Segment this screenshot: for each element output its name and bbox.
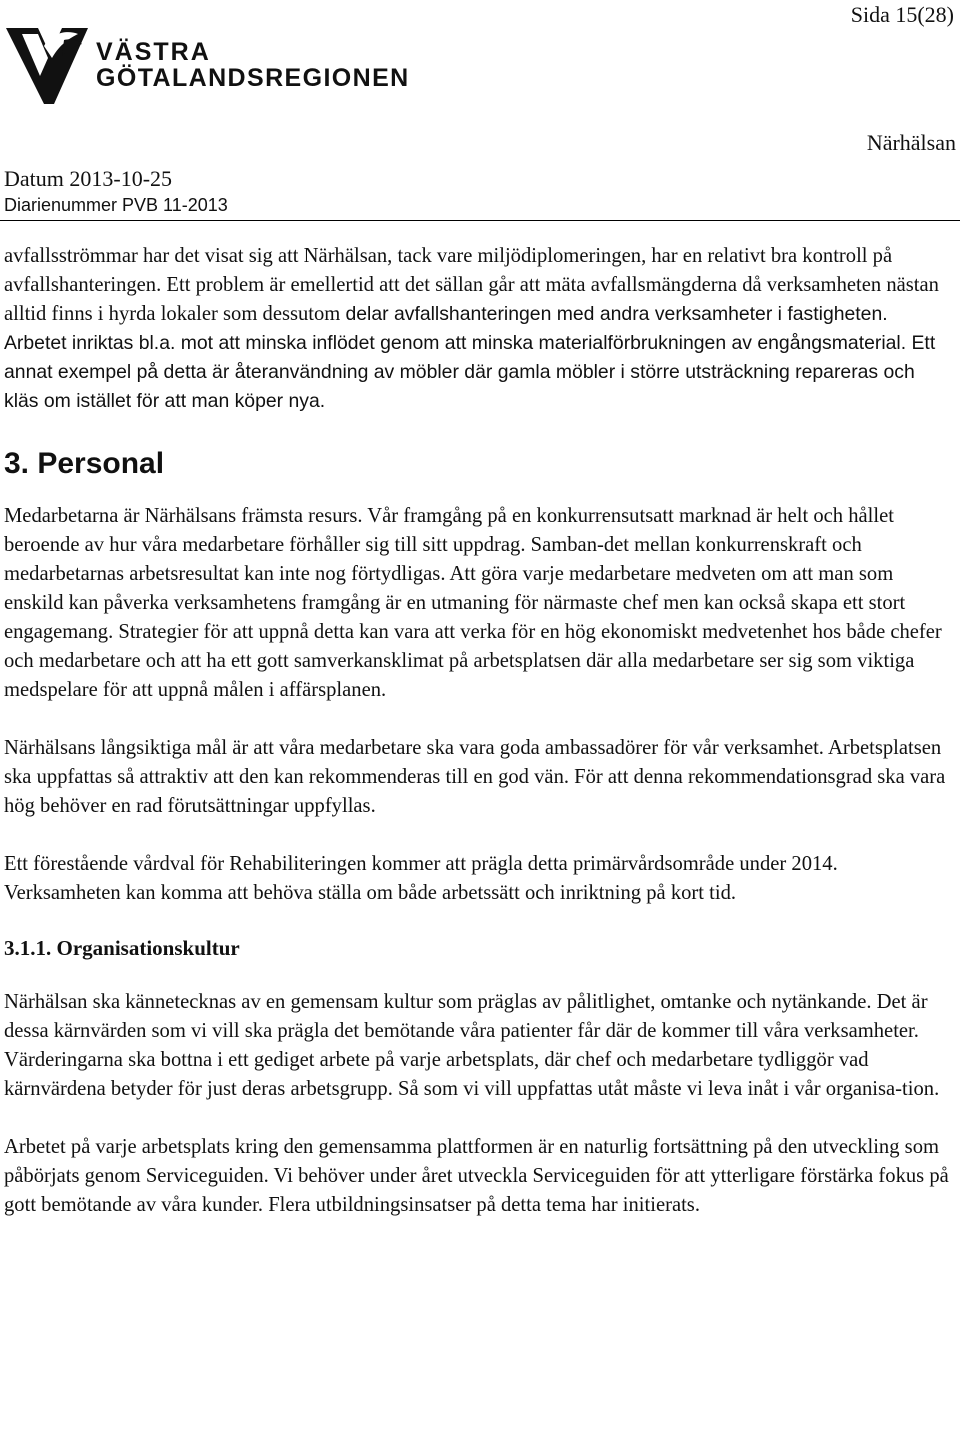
logo-text-line2: GÖTALANDSREGIONEN <box>96 64 410 92</box>
unit-name: Närhälsan <box>866 130 956 155</box>
subsection-heading-culture: 3.1.1. Organisationskultur <box>4 936 240 960</box>
logo-text-line1: VÄSTRA <box>96 38 211 66</box>
paragraph-rehab: Ett förestående vårdval för Rehabiliteringen kommer att prägla detta primärvårdsområde under 2014. Verksamheten kan komma att behöva ställa om både arbetssätt och inriktning på kort tid. <box>4 853 838 904</box>
document-body <box>4 242 950 1220</box>
paragraph-personal: Medarbetarna är Närhälsans främsta resurs. Vår framgång på en konkurrensutsatt marknad är helt och hållet beroende av hur våra medarbetare förhåller sig till sitt uppdrag. Samban-det mellan konkurrenskraft och medarbetarnas arbetsresultat kan inte nog förtydligas. Att göra varje medarbetare medveten om att man som enskild kan påverka verksamhetens framgång är en utmaning för närmaste chef men kan också skapa ett stort engagemang. Strategier för att uppnå detta kan vara att verka för en hög ekonomiskt medvetenhet hos både chefer och medarbetare och att ha ett gott samverkansklimat på arbetsplatsen där alla medarbetare ser sig som viktiga medspelare för att uppnå målen i affärsplanen. <box>4 505 942 701</box>
paragraph-culture: Närhälsan ska kännetecknas av en gemensam kultur som präglas av pålitlighet, omtanke och nytänkande. Det är dessa kärnvärden som vi vill ska prägla det bemötande våra patienter får där de kommer till våra verksamheter. Värderingarna ska bottna i ett gediget arbete på varje arbetsplats, där chef och medarbetare tydliggör vad kärnvärdena betyder för just deras arbetsgrupp. Så som vi vill uppfattas utåt måste vi leva inåt i vår organisa-tion. <box>4 991 940 1100</box>
document-date: Datum 2013-10-25 <box>4 166 173 191</box>
paragraph-waste <box>4 242 950 416</box>
paragraph-serviceguide: Arbetet på varje arbetsplats kring den gemensamma plattformen är en naturlig fortsättning på den utveckling som påbörjats genom Serviceguiden. Vi behöver under året utveckla Serviceguiden för att ytterligare förstärka fokus på gott bemötande av våra kunder. Flera utbildningsinsatser på detta tema har initierats. <box>4 1136 949 1216</box>
paragraph-goals: Närhälsans långsiktiga mål är att våra medarbetare ska vara goda ambassadörer för vår verksamhet. Arbetsplatsen ska uppfattas så attraktiv att den kan rekommenderas till en god vän. För att denna rekommendationsgrad ska vara hög behöver en rad förutsättningar uppfyllas. <box>4 737 946 817</box>
section-heading-personal: 3. Personal <box>4 447 165 480</box>
paragraph-waste-serif: avfallsströmmar har det visat sig att Närhälsan, tack vare miljödiplomeringen, har en relativt bra kontroll på avfallshanteringen. Ett problem är emellertid att det sällan går att mäta avfallsmängderna då verksamheten nästan alltid finns i hyrda lokaler som dessutom <box>4 245 939 325</box>
paragraph-waste-sans: delar avfallshanteringen med andra verksamheter i fastigheten. Arbetet inriktas bl.a. mot att minska inflödet genom att minska materialförbrukningen av engångsmaterial. Ett annat exempel på detta är återanvändning av möbler där gamla möbler i större utsträckning repareras och kläs om istället för att man köper nya. <box>4 303 936 412</box>
vgr-logo-icon <box>4 24 90 108</box>
diarienummer: Diarienummer PVB 11-2013 <box>4 195 228 215</box>
vgr-logo <box>4 24 410 108</box>
header-divider <box>0 220 960 221</box>
page-number: Sida 15(28) <box>850 2 954 27</box>
